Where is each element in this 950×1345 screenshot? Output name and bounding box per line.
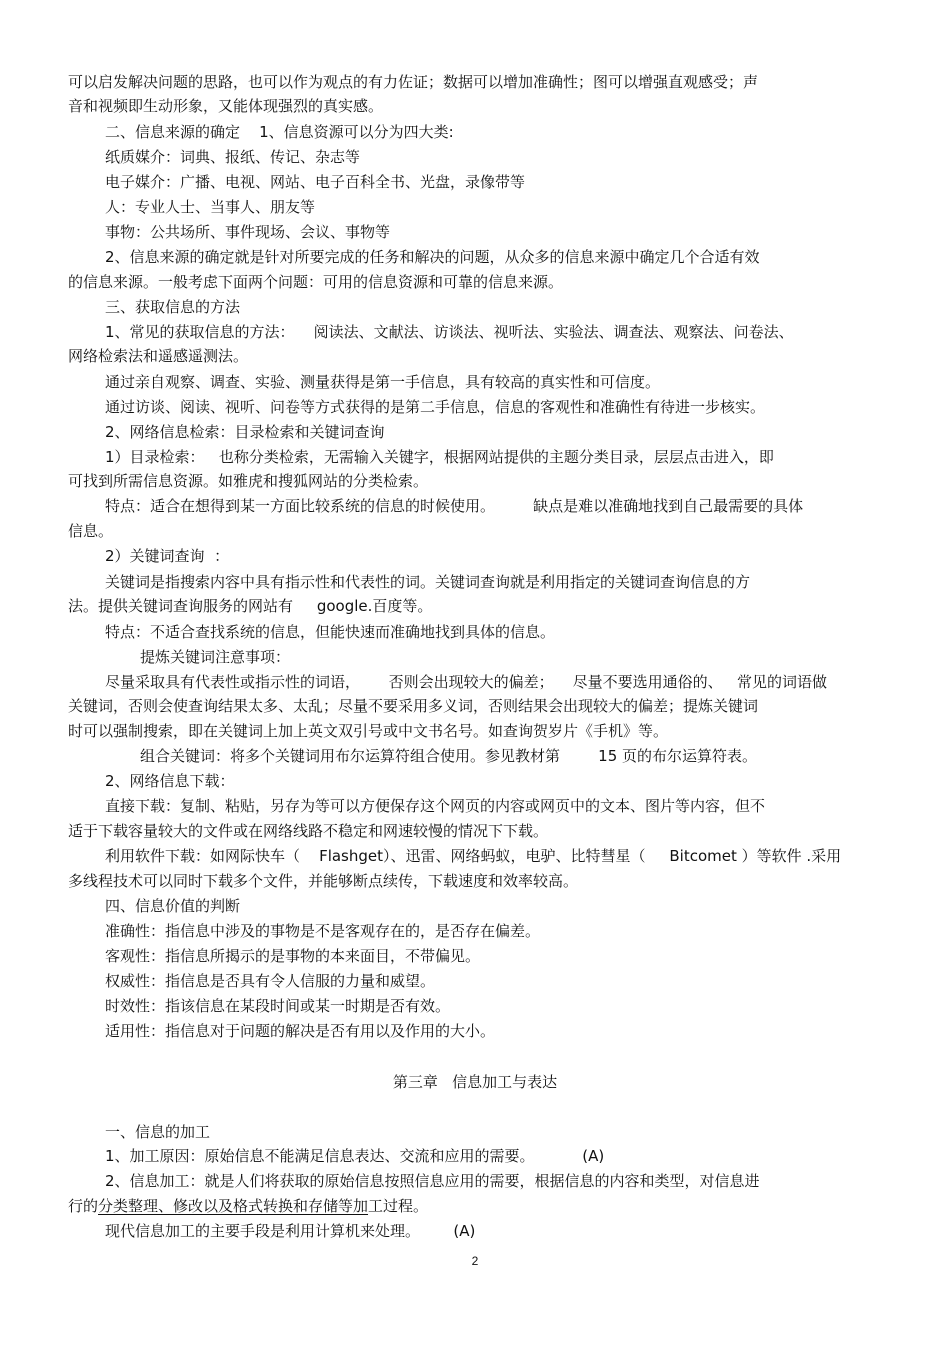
text-line: 可以启发解决问题的思路，也可以作为观点的有力佐证；数据可以增加准确性；图可以增强直观感受；声 (68, 73, 759, 91)
text-line: 时效性：指该信息在某段时间或某一时期是否有效。 (105, 997, 451, 1015)
text-line: 适于下载容量较大的文件或在网络线路不稳定和网速较慢的情况下下载。 (68, 822, 549, 840)
text-line: 电子媒介：广播、电视、网站、电子百科全书、光盘，录像带等 (105, 173, 526, 191)
text-line: 1、常见的获取信息的方法： 阅读法、文献法、访谈法、视听法、实验法、调查法、观察法、问卷法、 (105, 323, 794, 341)
text-line: 纸质媒介：词典、报纸、传记、杂志等 (105, 148, 361, 166)
text-segment: 行的 (68, 1197, 99, 1215)
text-line: 准确性：指信息中涉及的事物是不是客观存在的，是否存在偏差。 (105, 922, 541, 940)
section-heading: 四、信息价值的判断 (105, 897, 241, 915)
text-line: 法。提供关键词查询服务的网站有 google.百度等。 (68, 597, 433, 615)
text-line: 事物：公共场所、事件现场、会议、事物等 (105, 223, 391, 241)
text-line: 权威性：指信息是否具有令人信服的力量和威望。 (105, 972, 436, 990)
text-line: 现代信息加工的主要手段是利用计算机来处理。 (A) (105, 1222, 476, 1240)
text-line: 1）目录检索： 也称分类检索，无需输入关键字，根据网站提供的主题分类目录，层层点击进入，即 (105, 448, 774, 466)
underlined-text: 分类整理、修改以及格式转换和存储等加 (98, 1197, 369, 1215)
text-line: 利用软件下载：如网际快车（ Flashget）、迅雷、网络蚂蚁，电驴、比特彗星（ Bitcomet ）等软件 .采用 (105, 847, 842, 865)
text-line: 2、信息加工：就是人们将获取的原始信息按照信息应用的需要，根据信息的内容和类型，对信息进 (105, 1172, 760, 1190)
text-line: 网络检索法和遥感遥测法。 (68, 347, 249, 365)
text-line: 2、网络信息下载： (105, 772, 235, 790)
page-number: 2 (471, 1254, 479, 1268)
text-line: 直接下载：复制、粘贴，另存为等可以方便保存这个网页的内容或网页中的文本、图片等内容，但不 (105, 797, 766, 815)
section-heading: 一、信息的加工 (105, 1123, 211, 1141)
section-heading: 三、获取信息的方法 (105, 298, 241, 316)
text-line (68, 1196, 428, 1216)
text-line: 2、信息来源的确定就是针对所要完成的任务和解决的问题，从众多的信息来源中确定几个合适有效 (105, 248, 760, 266)
text-line: 通过亲自观察、调查、实验、测量获得是第一手信息，具有较高的真实性和可信度。 (105, 373, 661, 391)
text-line: 适用性：指信息对于问题的解决是否有用以及作用的大小。 (105, 1022, 496, 1040)
text-line: 提炼关键词注意事项： (140, 648, 291, 666)
text-line: 特点：不适合查找系统的信息，但能快速而准确地找到具体的信息。 (105, 623, 556, 641)
text-line: 音和视频即生动形象，又能体现强烈的真实感。 (68, 97, 384, 115)
text-line: 组合关键词：将多个关键词用布尔运算符组合使用。参见教材第 15 页的布尔运算符表。 (140, 747, 758, 765)
text-segment: 工过程。 (368, 1197, 429, 1215)
text-line: 关键词，否则会使查询结果太多、太乱；尽量不要采用多义词，否则结果会出现较大的偏差；提炼关键词 (68, 697, 759, 715)
text-line: 信息。 (68, 522, 114, 540)
text-line: 1、加工原因：原始信息不能满足信息表达、交流和应用的需要。 (A) (105, 1147, 605, 1165)
text-line: 的信息来源。一般考虑下面两个问题：可用的信息资源和可靠的信息来源。 (68, 273, 564, 291)
text-line: 人：专业人士、当事人、朋友等 (105, 198, 316, 216)
text-line: 2）关键词查询 ： (105, 547, 230, 565)
chapter-title: 第三章 信息加工与表达 (392, 1073, 558, 1091)
text-line: 客观性：指信息所揭示的是事物的本来面目，不带偏见。 (105, 947, 481, 965)
text-line: 2、网络信息检索：目录检索和关键词查询 (105, 423, 385, 441)
text-line: 可找到所需信息资源。如雅虎和搜狐网站的分类检索。 (68, 472, 429, 490)
section-heading: 二、信息来源的确定 1、信息资源可以分为四大类: (105, 123, 454, 141)
text-line: 多线程技术可以同时下载多个文件，并能够断点续传，下载速度和效率较高。 (68, 872, 579, 890)
text-line: 时可以强制搜索，即在关键词上加上英文双引号或中文书名号。如查询贺岁片《手机》等。 (68, 722, 669, 740)
text-line: 通过访谈、阅读、视听、问卷等方式获得的是第二手信息，信息的客观性和准确性有待进一步核实。 (105, 398, 766, 416)
text-line: 关键词是指搜索内容中具有指示性和代表性的词。关键词查询就是利用指定的关键词查询信息的方 (105, 573, 751, 591)
text-line: 尽量采取具有代表性或指示性的词语， 否则会出现较大的偏差； 尽量不要选用通俗的、 常见的词语做 (105, 673, 827, 691)
text-line: 特点：适合在想得到某一方面比较系统的信息的时候使用。 缺点是难以准确地找到自己最需要的具体 (105, 497, 804, 515)
